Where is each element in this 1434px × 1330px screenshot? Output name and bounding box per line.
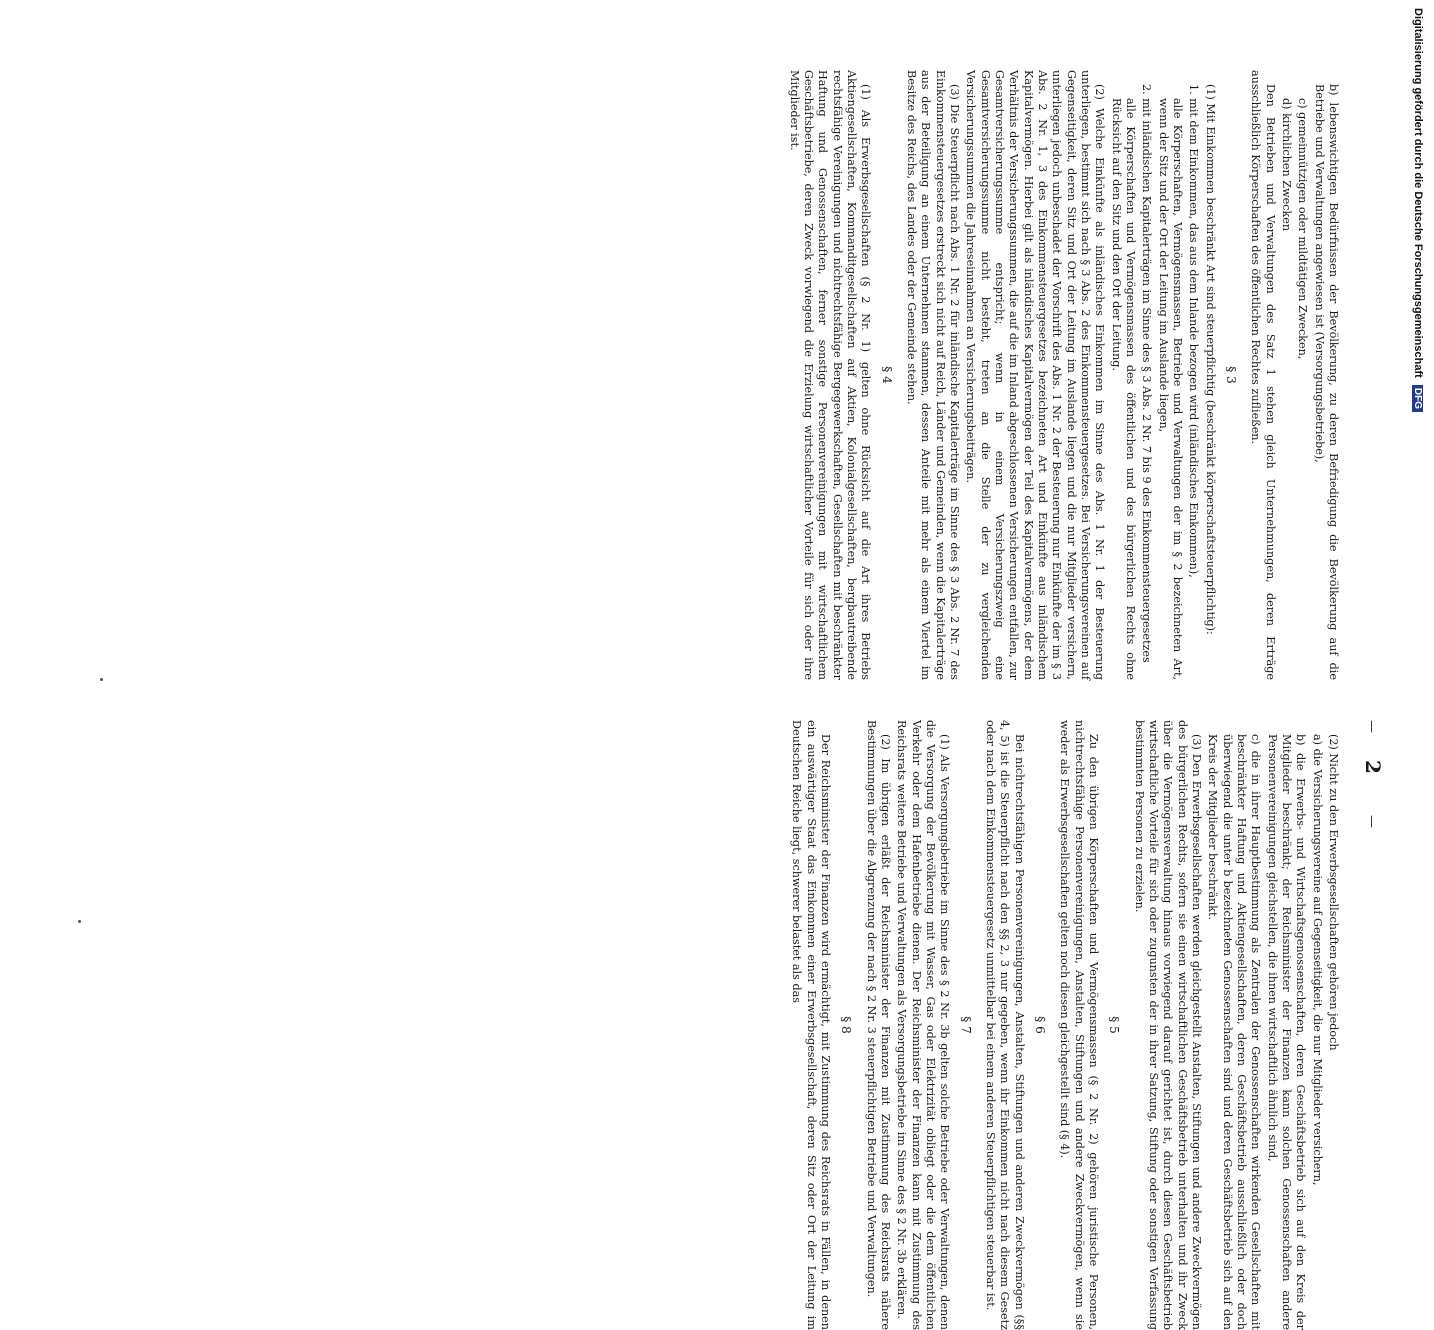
page-dash-left: — (1364, 720, 1379, 733)
paragraph: b) die Erwerbs- und Wirtschaftsgenossenschaften, deren Geschäftsbetrieb sich auf den Kreis der Mitglieder beschränkt; der Reichsminister der Finanzen kann solchen Genossenschaften andere Personenvereinigungen gleichstellen, die ihnen wirtschaftlich ähnlich sind, (1265, 734, 1308, 1330)
paragraph: c) gemeinnützigen oder mildtätigen Zwecken, (1296, 98, 1310, 360)
paragraph: (2) Nicht zu den Erwerbsgesellschaften gehören jedoch (1327, 734, 1340, 1051)
paragraph: Zu den übrigen Körperschaften und Vermögensmassen (§ 2 Nr. 2) gehören juristische Personen, nichtrechtsfähige Personenvereinigungen, Anstalten, Stiftungen und andere Zweckvermögen, wenn sie weder als Erwerbsgesellschaften gelten noch diesen gleichgestellt sind (§ 4). (1058, 720, 1101, 1330)
dfg-logo: DFG (1412, 385, 1423, 412)
scan-speck (78, 920, 81, 923)
paragraph: (1) Als Versorgungsbetriebe im Sinne des § 2 Nr. 3b gelten solche Betriebe oder Verwaltungen, denen die Versorgung der Bevölkerung mit Wasser, Gas oder Elektrizität obliegt oder die dem öffentlichen Verkehr oder dem Hafenbetriebe dienen. Der Reichsminister der Finanzen kann mit Zustimmung des Reichsrats weitere Betriebe und Verwaltungen als Versorgungsbetriebe im Sinne des § 2 Nr. 3b erklären. (895, 720, 952, 1330)
section-title-5: § 5 (1107, 1016, 1122, 1034)
dfg-credit-text: Digitalisierung gefördert durch die Deutsche Forschungsgemeinschaft (1412, 8, 1424, 378)
paragraph: c) die in ihrer Hauptbestimmung als Zentralen der Genossenschaften wirkenden Gesellschaften mit beschränkter Haftung und Aktiengesellschaften, deren Geschäftsbetrieb ausschließlich oder doch überwiegend die unter b bezeichneten Genossenschaften sind und deren Geschäftsbetrieb sich auf den Kreis der Mitglieder beschränkt. (1206, 734, 1263, 1330)
page-header (1345, 70, 1385, 930)
paragraph: 1. mit dem Einkommen, das aus dem Inlande bezogen wird (inländisches Einkommen), (1187, 84, 1201, 578)
paragraph: (1) Mit Einkommen beschränkt Art sind steuerpflichtig (beschränkt körperschaftsteuerpflichtig): (1203, 84, 1217, 635)
page-number: 2 (1361, 760, 1385, 774)
rotated-scanned-page (125, 70, 1385, 1330)
section-title-8: § 8 (839, 1016, 854, 1034)
paragraph: Der Reichsminister der Finanzen wird ermächtigt, mit Zustimmung des Reichsrats in Fällen, in denen ein auswärtiger Staat das Einkommen einer Erwerbsgesellschaft, deren Sitz oder Ort der Leitung im Deutschen Reiche liegt, schwerer belastet als das (790, 720, 833, 1330)
column-left (510, 70, 1340, 680)
paragraph: (3) Den Erwerbsgesellschaften werden gleichgestellt Anstalten, Stiftungen und andere Zweckvermögen des bürgerlichen Rechts, sofern sie einen wirtschaftlichen Geschäftsbetrieb unterhalten und ihr Zweck über die Vermögensverwaltung hinaus vorwiegend darauf gerichtet ist, durch diesen Geschäftsbetrieb wirtschaftliche Vorteile für sich oder zugunsten der in ihrer Satzung, Stiftung oder sonstigen Verfassung bestimmten Personen zu erzielen. (1132, 720, 1204, 1330)
column-right (510, 720, 1340, 1330)
paragraph: (2) Im übrigen erläßt der Reichsminister der Finanzen mit Zustimmung des Reichsrats nähere Bestimmungen über die Abgrenzung der nach § 2 Nr. 3 steuerpflichtigen Betriebe und Verwaltungen. (864, 720, 893, 1330)
page-dash-right: — (1364, 815, 1379, 828)
paragraph: Den Betrieben und Verwaltungen des Satz 1 stehen gleich Unternehmungen, deren Erträge ausschließlich Körperschaften des öffentlichen Rechtes zufließen. (1249, 70, 1277, 680)
paragraph: a) die Versicherungsvereine auf Gegenseitigkeit, die nur Mitglieder versichern, (1310, 734, 1324, 1186)
scan-speck (100, 678, 103, 681)
paragraph: b) lebenswichtigen Bedürfnissen der Bevölkerung, zu deren Befriedigung die Bevölkerung auf die Betriebe und Verwaltungen angewiesen ist (Versorgungsbetriebe), (1312, 84, 1340, 680)
section-title-6: § 6 (1033, 1016, 1048, 1034)
paragraph: (2) Welche Einkünfte als inländisches Einkommen im Sinne des Abs. 1 Nr. 1 der Besteuerung unterliegen, bestimmt sich nach § 3 Abs. 2 des Einkommensteuergesetzes. Bei Versicherungsvereinen auf Gegenseitigkeit, deren Sitz und Ort der Leitung im Auslande liegen und die nur Mitglieder versichern, unterliegen jedoch unbeschadet der Vorschrift des Abs. 1 Nr. 2 der Besteuerung nur Einkünfte der im § 3 Abs. 2 Nr. 1, 3 des Einkommensteuergesetzes bezeichneten Art und Einkünfte aus inländischem Kapitalvermögen. Hierbei gilt als inländisches Kapitalvermögen der Teil des Kapitalvermögens, der dem Verhältnis der Versicherungssummen, die auf die im Inland abgeschlossenen Versicherungen entfallen, zur Gesamtversicherungssumme entspricht; wenn in einem Versicherungszweig eine Gesamtversicherungssumme nicht besteht, treten an die Stelle der zu vergleichenden Versicherungssummen die Jahreseinnahmen an Versicherungsbeiträgen. (964, 70, 1107, 680)
paragraph: Bei nichtrechtsfähigen Personenvereinigungen, Anstalten, Stiftungen und anderen Zweckvermögen (§§ 4, 5) ist die Steuerpflicht nach den §§ 2, 3 nur gegeben, wenn ihr Einkommen nicht nach diesem Gesetz oder nach dem Einkommensteuergesetz unmittelbar bei einem anderen Steuerpflichtigen steuerbar ist. (984, 720, 1026, 1330)
paragraph: alle Körperschaften und Vermögensmassen des öffentlichen und des bürgerlichen Rechts ohne Rücksicht auf den Sitz und den Ort der Leitung. (1109, 98, 1138, 680)
paragraph: 2. mit inländischen Kapitalerträgen im Sinne des § 3 Abs. 2 Nr. 7 bis 9 des Einkommensteuergesetzes (1140, 84, 1154, 663)
section-title-4: § 4 (879, 366, 894, 384)
paragraph: (3) Die Steuerpflicht nach Abs. 1 Nr. 2 für inländische Kapitalerträge im Sinne des § 3 Abs. 2 Nr. 7 des Einkommensteuergesetzes erstreckt sich nicht auf Reich, Länder und Gemeinden, wenn die Kapitalerträge aus der Beteiligung an einem Unternehmen stammen, dessen Anteile mit mehr als einem Viertel im Besitze des Reichs, des Landes oder der Gemeinde stehen. (905, 70, 962, 680)
paragraph: alle Körperschaften, Vermögensmassen, Betriebe und Verwaltungen der im § 2 bezeichneten Art, wenn der Sitz und der Ort der Leitung im Auslande liegen, (1156, 98, 1185, 680)
paragraph: d) kirchlichen Zwecken (1280, 98, 1294, 232)
paragraph: (1) Als Erwerbsgesellschaften (§ 2 Nr. 1) gelten ohne Rücksicht auf die Art ihres Betriebs Aktiengesellschaften, Kommanditgesellschaften auf Aktien, Kolonialgesellschaften, bergbautreibende rechtsfähige Vereinigungen und nichtrechtsfähige Bergegewerkschaften, Gesellschaften mit beschränkter Haftung und Genossenschaften, ferner sonstige Personenvereinigungen mit wirtschaftlichem Geschäftsbetriebe, deren Zweck vorwiegend die Erzielung wirtschaftlicher Vorteile für sich oder ihre Mitglieder ist. (787, 70, 873, 680)
section-title-3: § 3 (1224, 366, 1239, 384)
dfg-credit-line (1410, 8, 1424, 992)
text-columns (510, 70, 1340, 1330)
section-title-7: § 7 (958, 1016, 973, 1034)
